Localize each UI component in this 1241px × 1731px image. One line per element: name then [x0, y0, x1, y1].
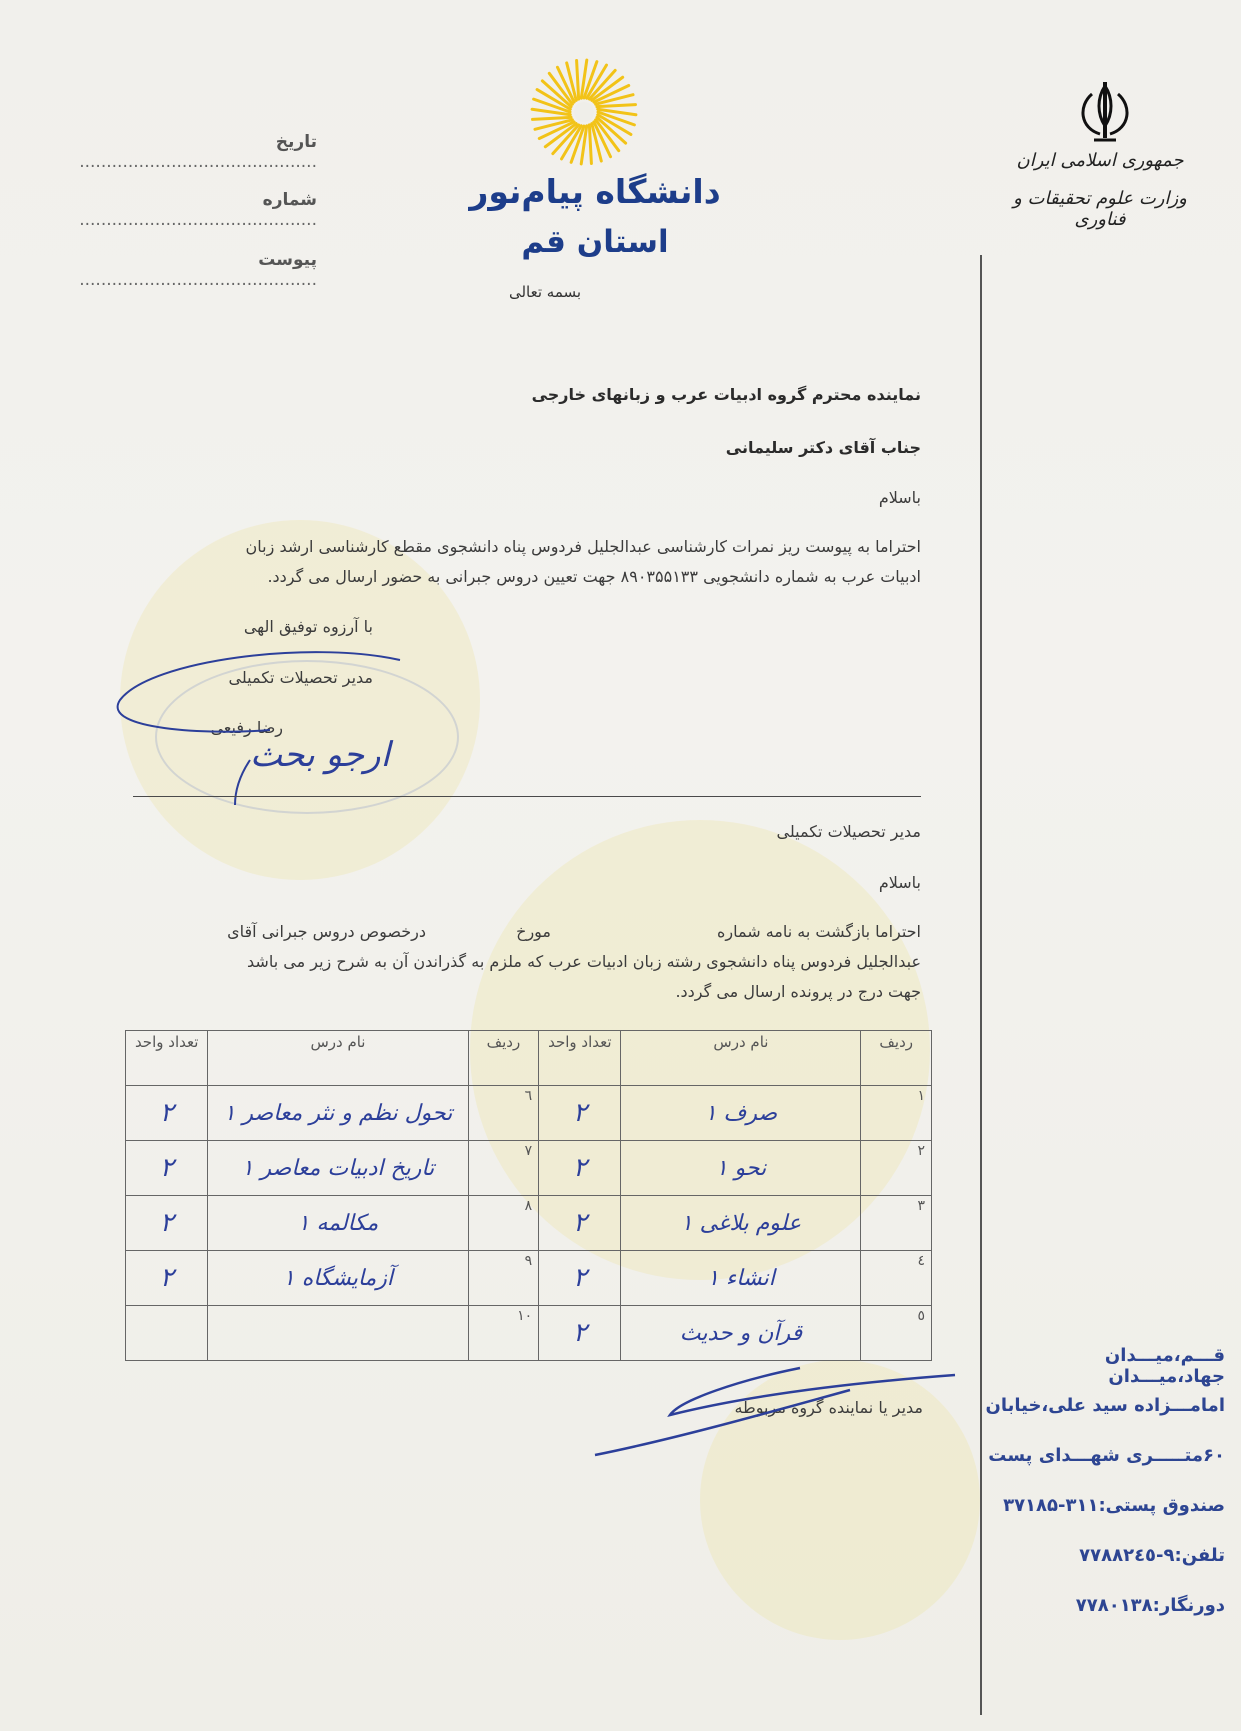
attachment-dots: ............................................: [79, 270, 317, 290]
course-name: علوم بلاغی ۱: [621, 1196, 861, 1251]
col-units: تعداد واحد: [126, 1031, 208, 1086]
recipient-line1: نماینده محترم گروه ادبیات عرب و زبانهای خارجی: [531, 385, 921, 404]
row-number: ٤: [861, 1251, 932, 1306]
courses-table: [125, 1030, 932, 1361]
course-units: ۲: [126, 1251, 208, 1306]
letter2-body-a: احتراما بازگشت به نامه شماره: [716, 922, 921, 941]
table-header-row: [126, 1031, 932, 1086]
emblem-ministry: وزارت علوم تحقیقات و فناوری: [1013, 188, 1187, 230]
iran-emblem-icon: [1070, 80, 1140, 146]
course-units: ۲: [126, 1141, 208, 1196]
address-line1: قـــم،میـــدان جهاد،میـــدان: [1104, 1345, 1225, 1387]
address-line3: ۶۰متـــــری شهـــدای پست: [988, 1445, 1225, 1466]
table-row: [126, 1251, 932, 1306]
letter2-body-line3: جهت درج در پرونده ارسال می گردد.: [675, 982, 921, 1001]
course-units: ۲: [539, 1306, 621, 1361]
university-name: دانشگاه پیام‌نور: [469, 172, 721, 211]
letter2-body-b: مورخ: [516, 922, 551, 941]
row-number: ۲: [861, 1141, 932, 1196]
course-name: مکالمه ۱: [208, 1196, 468, 1251]
date-field: [72, 132, 317, 172]
course-units: [126, 1306, 208, 1361]
sun-logo-icon: [530, 58, 638, 166]
row-number: ۱: [861, 1086, 932, 1141]
course-units: ۲: [126, 1086, 208, 1141]
po-box: صندوق پستی:۳۱۱-۳۷۱۸۵: [1003, 1495, 1225, 1516]
table-row: [126, 1086, 932, 1141]
table-row: [126, 1196, 932, 1251]
address-line2: امامـــزاده سید علی،خیابان: [985, 1395, 1225, 1416]
signer-title: مدیر تحصیلات تکمیلی: [228, 668, 373, 687]
table-row: [126, 1306, 932, 1361]
letter2-recipient: مدیر تحصیلات تکمیلی: [776, 822, 921, 841]
table-row: [126, 1141, 932, 1196]
row-number: ۱۰: [468, 1306, 539, 1361]
recipient-line2: جناب آقای دکتر سلیمانی: [725, 438, 921, 457]
row-number: ٥: [861, 1306, 932, 1361]
course-name: آزمایشگاه ۱: [208, 1251, 468, 1306]
course-units: ۲: [539, 1251, 621, 1306]
row-number: ۳: [861, 1196, 932, 1251]
row-number: ٦: [468, 1086, 539, 1141]
emblem-country: جمهوری اسلامی ایران: [1016, 150, 1184, 171]
course-units: ۲: [539, 1141, 621, 1196]
col-course: نام درس: [208, 1031, 468, 1086]
number-dots: ............................................: [79, 210, 317, 230]
number-field: [72, 190, 317, 230]
course-name: صرف ۱: [621, 1086, 861, 1141]
row-number: ۹: [468, 1251, 539, 1306]
col-row: ردیف: [861, 1031, 932, 1086]
row-number: ۷: [468, 1141, 539, 1196]
course-units: ۲: [539, 1196, 621, 1251]
course-name: قرآن و حدیث: [621, 1306, 861, 1361]
course-name: نحو ۱: [621, 1141, 861, 1196]
handwritten-signature: ارجو بحث: [250, 735, 391, 775]
date-dots: ............................................: [79, 152, 317, 172]
course-name: انشاء ۱: [621, 1251, 861, 1306]
closing: با آرزوه توفیق الهی: [243, 617, 373, 636]
attachment-label: پیوست: [258, 250, 317, 270]
col-course: نام درس: [621, 1031, 861, 1086]
letter1-body-line1: احتراما به پیوست ریز نمرات کارشناسی عبدالجلیل فردوس پناه دانشجوی مقطع کارشناسی ارشد زبان: [245, 537, 921, 556]
course-name: تاریخ ادبیات معاصر ۱: [208, 1141, 468, 1196]
course-units: ۲: [539, 1086, 621, 1141]
signer-name: رضا رفیعی: [210, 718, 283, 737]
letter2-greeting: باسلام: [878, 873, 921, 892]
course-name: [208, 1306, 468, 1361]
greeting: باسلام: [878, 488, 921, 507]
fax: دورنگار:۷۷۸۰۱۳۸: [1075, 1595, 1225, 1616]
letter2-body-c: درخصوص دروس جبرانی آقای: [227, 922, 426, 941]
row-number: ۸: [468, 1196, 539, 1251]
province-name: استان قم: [521, 224, 669, 260]
course-units: ۲: [126, 1196, 208, 1251]
phone: تلفن:۹-۷۷۸۸۲٤٥: [1079, 1545, 1225, 1566]
section-divider: [133, 796, 921, 797]
course-name: تحول نظم و نثر معاصر ۱: [208, 1086, 468, 1141]
letter1-body-line2: ادبیات عرب به شماره دانشجویی ۸۹۰۳۵۵۱۳۳ جهت تعیین دروس جبرانی به حضور ارسال می گردد.: [267, 567, 921, 586]
letter2-signer: مدیر یا نماینده گروه مربوطه: [734, 1398, 923, 1417]
number-label: شماره: [262, 190, 317, 210]
col-units: تعداد واحد: [539, 1031, 621, 1086]
letter2-body-line2: عبدالجلیل فردوس پناه دانشجوی رشته زبان ادبیات عرب که ملزم به گذراندن آن به شرح زیر می باشد: [247, 952, 921, 971]
bismillah: بسمه تعالی: [508, 283, 582, 301]
vertical-divider: [980, 255, 982, 1715]
attachment-field: [72, 250, 317, 290]
col-row: ردیف: [468, 1031, 539, 1086]
date-label: تاریخ: [275, 132, 317, 152]
